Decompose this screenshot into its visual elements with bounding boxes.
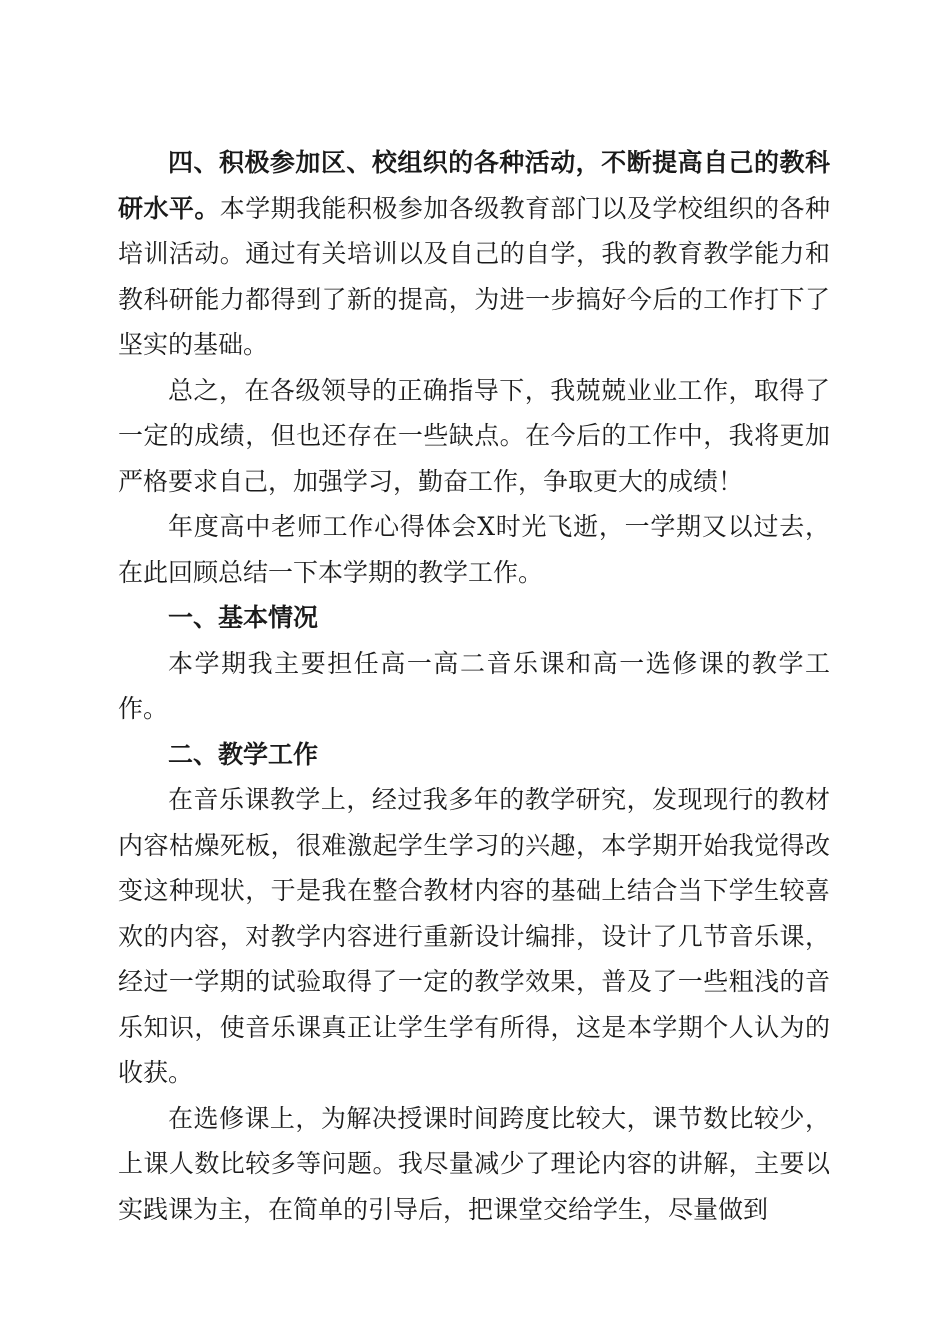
paragraph-summary: 总之，在各级领导的正确指导下，我兢兢业业工作，取得了一定的成绩，但也还存在一些缺点。在今后的工作中，我将更加严格要求自己，加强学习，勤奋工作，争取更大的成绩！	[118, 375, 830, 496]
section-heading-teaching: 二、教学工作	[168, 739, 319, 769]
paragraph-activities	[118, 140, 830, 368]
paragraph-lead-bold: 四、积极参加区、校组织的各种活动，不断提高自己的教科研水平。	[118, 148, 830, 223]
section-heading-basic: 一、基本情况	[168, 603, 319, 632]
paragraph-basic-info: 本学期我主要担任高一高二音乐课和高一选修课的教学工作。	[118, 648, 830, 723]
paragraph-intro: 年度高中老师工作心得体会X时光飞逝，一学期又以过去，在此回顾总结一下本学期的教学工作。	[118, 512, 830, 587]
paragraph-text: 本学期我能积极参加各级教育部门以及学校组织的各种培训活动。通过有关培训以及自己的自学，我的教育教学能力和教科研能力都得到了新的提高，为进一步搞好今后的工作打下了坚实的基础。	[118, 193, 830, 359]
document-body	[118, 140, 830, 1232]
paragraph-teaching-1: 在音乐课教学上，经过我多年的教学研究，发现现行的教材内容枯燥死板，很难激起学生学习的兴趣，本学期开始我觉得改变这种现状，于是我在整合教材内容的基础上结合当下学生较喜欢的内容，对教学内容进行重新设计编排，设计了几节音乐课，经过一学期的试验取得了一定的教学效果，普及了一些粗浅的音乐知识，使音乐课真正让学生学有所得，这是本学期个人认为的收获。	[118, 785, 830, 1087]
paragraph-teaching-2: 在选修课上，为解决授课时间跨度比较大，课节数比较少，上课人数比较多等问题。我尽量减少了理论内容的讲解，主要以实践课为主，在简单的引导后，把课堂交给学生，尽量做到	[118, 1103, 830, 1224]
